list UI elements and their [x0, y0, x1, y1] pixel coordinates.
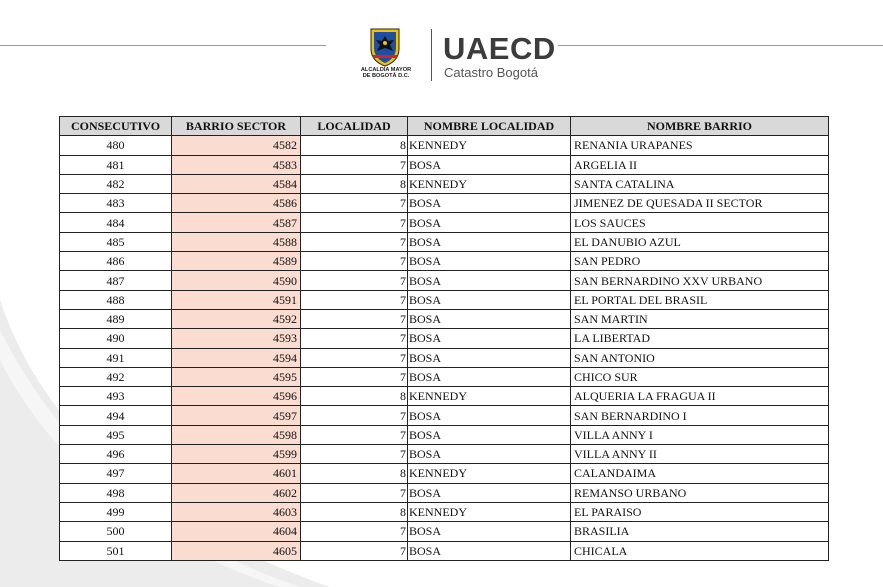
table-row: [60, 232, 829, 251]
cell-barrio-sector: 4591: [172, 290, 301, 309]
column-header-consecutivo: CONSECUTIVO: [60, 117, 172, 136]
cell-barrio-sector: 4597: [172, 406, 301, 425]
bogota-crest-icon: [367, 27, 403, 67]
cell-consecutivo: 501: [60, 541, 172, 560]
column-header-barrio-sector: BARRIO SECTOR: [172, 117, 301, 136]
cell-nombre-localidad: KENNEDY: [408, 136, 571, 155]
table-row: [60, 406, 829, 425]
cell-consecutivo: 482: [60, 174, 172, 193]
cell-localidad: 7: [301, 290, 408, 309]
cell-barrio-sector: 4595: [172, 367, 301, 386]
cell-nombre-localidad: BOSA: [408, 329, 571, 348]
cell-nombre-barrio: SAN MARTIN: [571, 309, 829, 328]
cell-nombre-barrio: CALANDAIMA: [571, 464, 829, 483]
cell-localidad: 8: [301, 136, 408, 155]
cell-consecutivo: 489: [60, 309, 172, 328]
table-row: [60, 329, 829, 348]
table-row: [60, 194, 829, 213]
cell-barrio-sector: 4586: [172, 194, 301, 213]
cell-localidad: 7: [301, 348, 408, 367]
cell-nombre-localidad: BOSA: [408, 348, 571, 367]
cell-consecutivo: 500: [60, 522, 172, 541]
cell-nombre-localidad: KENNEDY: [408, 174, 571, 193]
cell-localidad: 8: [301, 502, 408, 521]
cell-consecutivo: 480: [60, 136, 172, 155]
cell-consecutivo: 487: [60, 271, 172, 290]
cell-nombre-localidad: BOSA: [408, 155, 571, 174]
cell-nombre-localidad: BOSA: [408, 309, 571, 328]
table-row: [60, 252, 829, 271]
brand-logo-text: UAECD: [443, 31, 556, 66]
cell-barrio-sector: 4605: [172, 541, 301, 560]
cell-localidad: 7: [301, 425, 408, 444]
cell-consecutivo: 491: [60, 348, 172, 367]
cell-nombre-localidad: KENNEDY: [408, 464, 571, 483]
cell-nombre-localidad: BOSA: [408, 232, 571, 251]
header-rule-right: [558, 45, 883, 46]
table-row: [60, 445, 829, 464]
cell-localidad: 7: [301, 522, 408, 541]
cell-barrio-sector: 4596: [172, 387, 301, 406]
column-header-nombre-barrio: NOMBRE BARRIO: [571, 117, 829, 136]
cell-localidad: 8: [301, 174, 408, 193]
cell-nombre-localidad: BOSA: [408, 367, 571, 386]
cell-barrio-sector: 4602: [172, 483, 301, 502]
cell-nombre-barrio: VILLA ANNY I: [571, 425, 829, 444]
cell-nombre-localidad: BOSA: [408, 406, 571, 425]
table-row: [60, 309, 829, 328]
cell-nombre-barrio: SAN BERNARDINO XXV URBANO: [571, 271, 829, 290]
cell-localidad: 7: [301, 483, 408, 502]
cell-nombre-localidad: BOSA: [408, 522, 571, 541]
table-row: [60, 387, 829, 406]
table-header-row: [60, 117, 829, 136]
cell-localidad: 7: [301, 309, 408, 328]
table-row: [60, 425, 829, 444]
cell-nombre-localidad: BOSA: [408, 445, 571, 464]
table-row: [60, 155, 829, 174]
cell-barrio-sector: 4592: [172, 309, 301, 328]
cell-consecutivo: 481: [60, 155, 172, 174]
cell-nombre-localidad: BOSA: [408, 290, 571, 309]
cell-localidad: 7: [301, 541, 408, 560]
cell-barrio-sector: 4599: [172, 445, 301, 464]
cell-nombre-barrio: VILLA ANNY II: [571, 445, 829, 464]
cell-nombre-localidad: BOSA: [408, 425, 571, 444]
cell-barrio-sector: 4583: [172, 155, 301, 174]
cell-barrio-sector: 4589: [172, 252, 301, 271]
table-row: [60, 271, 829, 290]
cell-localidad: 7: [301, 445, 408, 464]
cell-barrio-sector: 4604: [172, 522, 301, 541]
table-row: [60, 483, 829, 502]
table-row: [60, 367, 829, 386]
cell-localidad: 7: [301, 329, 408, 348]
cell-consecutivo: 494: [60, 406, 172, 425]
table-row: [60, 348, 829, 367]
cell-localidad: 8: [301, 464, 408, 483]
cell-nombre-barrio: EL PARAISO: [571, 502, 829, 521]
cell-nombre-barrio: SANTA CATALINA: [571, 174, 829, 193]
cell-barrio-sector: 4593: [172, 329, 301, 348]
header-divider: [431, 29, 432, 81]
cell-consecutivo: 484: [60, 213, 172, 232]
cell-nombre-barrio: EL DANUBIO AZUL: [571, 232, 829, 251]
cell-nombre-localidad: KENNEDY: [408, 387, 571, 406]
cell-consecutivo: 497: [60, 464, 172, 483]
cell-nombre-barrio: JIMENEZ DE QUESADA II SECTOR: [571, 194, 829, 213]
cell-barrio-sector: 4598: [172, 425, 301, 444]
cell-nombre-localidad: BOSA: [408, 252, 571, 271]
cell-nombre-localidad: BOSA: [408, 213, 571, 232]
cell-consecutivo: 499: [60, 502, 172, 521]
cell-consecutivo: 485: [60, 232, 172, 251]
cell-consecutivo: 498: [60, 483, 172, 502]
cell-localidad: 8: [301, 387, 408, 406]
cell-nombre-localidad: KENNEDY: [408, 502, 571, 521]
barrios-table: [59, 116, 829, 561]
cell-nombre-barrio: SAN ANTONIO: [571, 348, 829, 367]
table-row: [60, 502, 829, 521]
cell-barrio-sector: 4594: [172, 348, 301, 367]
cell-localidad: 7: [301, 155, 408, 174]
cell-consecutivo: 495: [60, 425, 172, 444]
cell-barrio-sector: 4584: [172, 174, 301, 193]
cell-nombre-barrio: CHICO SUR: [571, 367, 829, 386]
brand-subtitle: Catastro Bogotá: [444, 65, 538, 80]
table-row: [60, 136, 829, 155]
cell-consecutivo: 492: [60, 367, 172, 386]
cell-nombre-barrio: ARGELIA II: [571, 155, 829, 174]
column-header-localidad: LOCALIDAD: [301, 117, 408, 136]
page-header: [0, 0, 883, 100]
cell-consecutivo: 493: [60, 387, 172, 406]
cell-nombre-barrio: CHICALA: [571, 541, 829, 560]
cell-localidad: 7: [301, 271, 408, 290]
crest-caption: [352, 67, 420, 79]
table-row: [60, 541, 829, 560]
cell-consecutivo: 488: [60, 290, 172, 309]
cell-nombre-localidad: BOSA: [408, 194, 571, 213]
cell-nombre-barrio: LA LIBERTAD: [571, 329, 829, 348]
cell-nombre-barrio: SAN PEDRO: [571, 252, 829, 271]
cell-nombre-localidad: BOSA: [408, 541, 571, 560]
cell-barrio-sector: 4582: [172, 136, 301, 155]
cell-barrio-sector: 4587: [172, 213, 301, 232]
column-header-nombre-localidad: NOMBRE LOCALIDAD: [408, 117, 571, 136]
cell-nombre-localidad: BOSA: [408, 483, 571, 502]
cell-nombre-localidad: BOSA: [408, 271, 571, 290]
cell-nombre-barrio: RENANIA URAPANES: [571, 136, 829, 155]
cell-localidad: 7: [301, 213, 408, 232]
cell-localidad: 7: [301, 232, 408, 251]
table-row: [60, 174, 829, 193]
cell-barrio-sector: 4590: [172, 271, 301, 290]
table-row: [60, 522, 829, 541]
table-body: [60, 136, 829, 561]
cell-consecutivo: 483: [60, 194, 172, 213]
header-rule-left: [0, 45, 326, 46]
table-row: [60, 213, 829, 232]
table-row: [60, 464, 829, 483]
cell-barrio-sector: 4588: [172, 232, 301, 251]
cell-nombre-barrio: SAN BERNARDINO I: [571, 406, 829, 425]
cell-nombre-barrio: ALQUERIA LA FRAGUA II: [571, 387, 829, 406]
cell-localidad: 7: [301, 406, 408, 425]
cell-nombre-barrio: BRASILIA: [571, 522, 829, 541]
cell-barrio-sector: 4601: [172, 464, 301, 483]
table-row: [60, 290, 829, 309]
crest-caption-line2: DE BOGOTÁ D.C.: [362, 73, 410, 79]
cell-nombre-barrio: LOS SAUCES: [571, 213, 829, 232]
cell-barrio-sector: 4603: [172, 502, 301, 521]
cell-consecutivo: 490: [60, 329, 172, 348]
crest-caption-line1: ALCALDÍA MAYOR: [360, 67, 412, 73]
cell-nombre-barrio: REMANSO URBANO: [571, 483, 829, 502]
cell-consecutivo: 486: [60, 252, 172, 271]
cell-nombre-barrio: EL PORTAL DEL BRASIL: [571, 290, 829, 309]
cell-localidad: 7: [301, 194, 408, 213]
cell-localidad: 7: [301, 252, 408, 271]
cell-localidad: 7: [301, 367, 408, 386]
cell-consecutivo: 496: [60, 445, 172, 464]
